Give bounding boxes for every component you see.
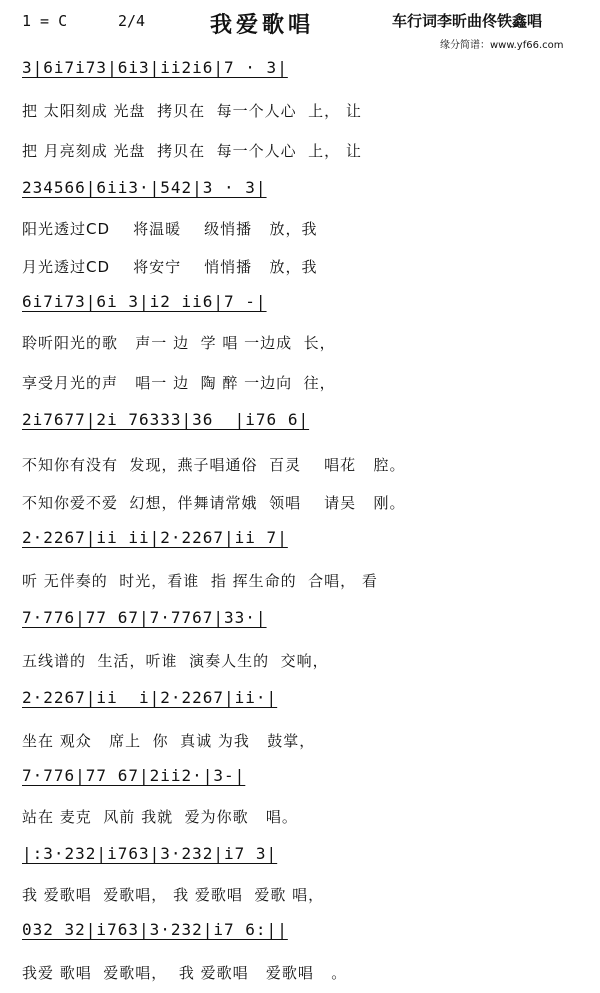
notation-line: 032 32|i763|3·232|i7 6:|| [22, 920, 288, 939]
notation-line: 234566|6ii3·|542|3 · 3| [22, 178, 267, 197]
lyric-line: 听 无伴奏的 时光，看谁 指 挥生命的 合唱， 看 [22, 572, 378, 590]
lyric-line-verse1: 把 太阳刻成 光盘 拷贝在 每一个人心 上， 让 [22, 102, 362, 120]
lyric-line-verse2: 把 月亮刻成 光盘 拷贝在 每一个人心 上， 让 [22, 142, 362, 160]
notation-line: 2i7677|2i 76333|36 |i76 6| [22, 410, 310, 429]
lyric-line-verse2: 月光透过CD 将安宁 悄悄播 放，我 [22, 258, 318, 276]
lyric-line-verse1: 聆听阳光的歌 声一 边 学 唱 一边成 长， [22, 334, 336, 352]
notation-line: 2·2267|ii i|2·2267|ii·| [22, 688, 278, 707]
lyric-line: 五线谱的 生活，听谁 演奏人生的 交响， [22, 652, 329, 670]
song-title: 我爱歌唱 [210, 12, 315, 38]
notation-line: 7·776|77 67|7·7767|33·| [22, 608, 267, 627]
lyric-line: 站在 麦克 风前 我就 爱为你歌 唱。 [22, 808, 298, 826]
score-header [0, 0, 600, 60]
notation-line: |:3·232|i763|3·232|i7 3| [22, 844, 278, 863]
lyric-line-verse2: 享受月光的声 唱一 边 陶 醉 一边向 往， [22, 374, 336, 392]
time-signature: 2/4 [118, 12, 146, 30]
lyric-line: 我爱 歌唱 爱歌唱， 我 爱歌唱 爱歌唱 。 [22, 964, 348, 982]
credit-line: 车行词李昕曲佟铁鑫唱 [392, 12, 543, 30]
lyric-line-verse2: 不知你爱不爱 幻想，伴舞请常娥 领唱 请吴 刚。 [22, 494, 406, 512]
website-credit: 缘分简谱：www.yf66.com [440, 40, 564, 51]
notation-line: 7·776|77 67|2ii2·|3-| [22, 766, 246, 785]
notation-line: 6i7i73|6i 3|i2 ii6|7 -| [22, 292, 267, 311]
lyric-line: 我 爱歌唱 爱歌唱， 我 爱歌唱 爱歌 唱， [22, 886, 325, 904]
lyric-line-verse1: 阳光透过CD 将温暖 级悄播 放，我 [22, 220, 318, 238]
lyric-line: 坐在 观众 席上 你 真诚 为我 鼓掌， [22, 732, 316, 750]
notation-line: 2·2267|ii ii|2·2267|ii 7| [22, 528, 288, 547]
notation-line: 3|6i7i73|6i3|ii2i6|7 · 3| [22, 58, 288, 77]
lyric-line-verse1: 不知你有没有 发现，燕子唱通俗 百灵 唱花 腔。 [22, 456, 406, 474]
key-signature: 1 = C [22, 12, 68, 30]
